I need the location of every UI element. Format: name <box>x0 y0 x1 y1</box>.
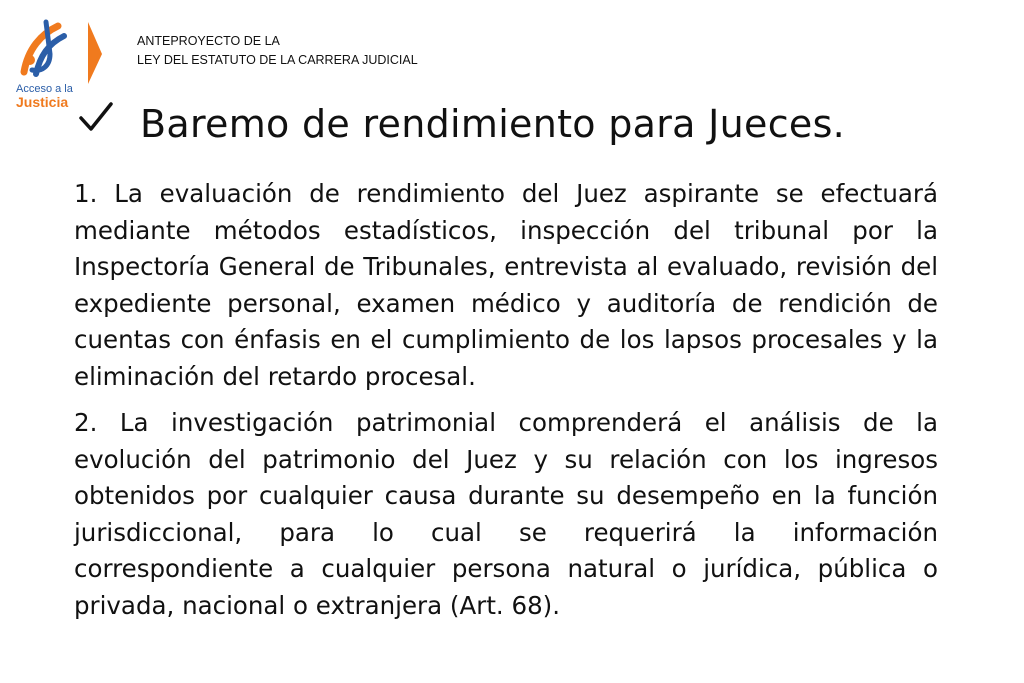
checkmark-icon <box>78 100 114 140</box>
logo <box>6 14 106 110</box>
header-line-2: LEY DEL ESTATUTO DE LA CARRERA JUDICIAL <box>137 53 418 67</box>
logo-mark-icon <box>6 14 106 84</box>
header-line-1: ANTEPROYECTO DE LA <box>137 34 280 48</box>
body-text <box>74 176 938 634</box>
page-title: Baremo de rendimiento para Jueces. <box>140 102 846 146</box>
logo-text-line1: Acceso a la <box>16 83 73 95</box>
paragraph-2: 2. La investigación patrimonial comprenderá el análisis de la evolución del patrimonio del Juez y su relación con los ingresos obtenidos por cualquier causa durante su desempeño en la función jurisdiccional, para lo cual se requerirá la información correspondiente a cualquier persona natural o jurídica, pública o privada, nacional o extranjera (Art. 68). <box>74 408 938 620</box>
logo-text-line2: Justicia <box>16 94 69 110</box>
paragraph-1: 1. La evaluación de rendimiento del Juez aspirante se efectuará mediante métodos estadísticos, inspección del tribunal por la Inspectoría General de Tribunales, entrevista al evaluado, revisión del expediente personal, examen médico y auditoría de rendición de cuentas con énfasis en el cumplimiento de los lapsos procesales y la eliminación del retardo procesal. <box>74 179 938 391</box>
document-header <box>137 32 418 70</box>
